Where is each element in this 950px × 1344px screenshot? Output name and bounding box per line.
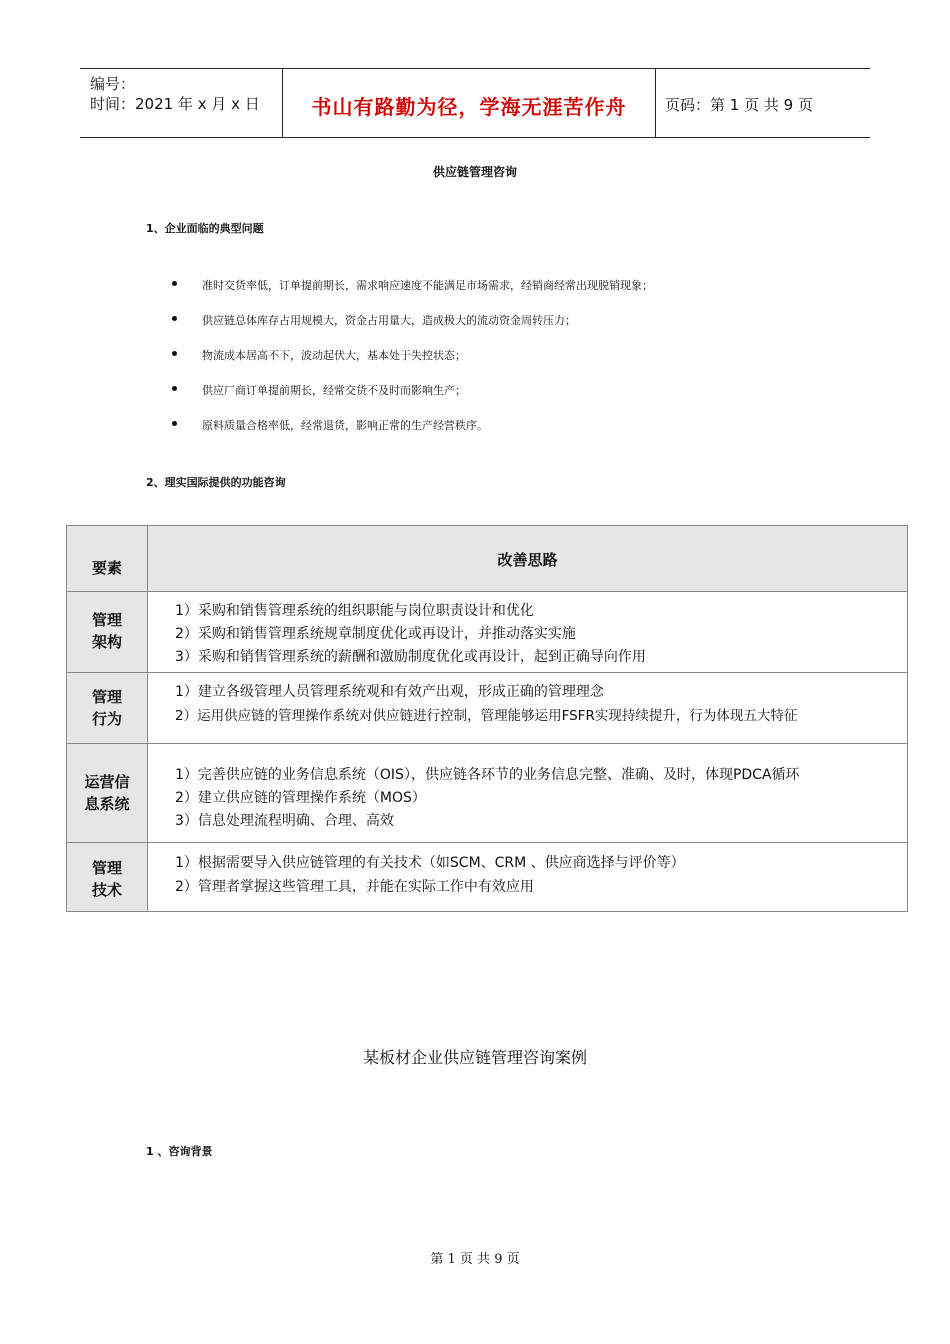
table-key-line: 息系统 bbox=[84, 795, 130, 813]
table-row bbox=[67, 592, 907, 673]
page-number-label: 页码：第 1 页 共 9 页 bbox=[665, 96, 813, 114]
table-value-line: 3）采购和销售管理系统的薪酬和激励制度优化或再设计，起到正确导向作用 bbox=[175, 649, 646, 665]
table-key-cell bbox=[67, 673, 148, 743]
header-motto-cell bbox=[282, 69, 656, 137]
document-title: 供应链管理咨询 bbox=[432, 165, 517, 179]
bullet-icon bbox=[172, 421, 177, 426]
header-meta-cell bbox=[80, 69, 282, 137]
table-key-line: 管理 bbox=[91, 859, 122, 877]
section-heading-problems: 1、企业面临的典型问题 bbox=[146, 222, 264, 235]
table-value-line: 1）建立各级管理人员管理系统观和有效产出观，形成正确的管理理念 bbox=[175, 684, 604, 700]
page-footer: 第 1 页 共 9 页 bbox=[430, 1252, 520, 1267]
list-item-text: 供应厂商订单提前期长，经常交货不及时而影响生产； bbox=[202, 384, 466, 397]
table-key-cell bbox=[67, 843, 148, 911]
table-value-line: 2）管理者掌握这些管理工具，并能在实际工作中有效应用 bbox=[175, 879, 534, 895]
table-key-line: 行为 bbox=[91, 710, 122, 728]
motto-text: 书山有路勤为径，学海无涯苦作舟 bbox=[311, 95, 627, 119]
bullet-icon bbox=[172, 281, 177, 286]
table-value-cell bbox=[148, 744, 907, 842]
table-value-line: 2）采购和销售管理系统规章制度优化或再设计，并推动落实实施 bbox=[175, 626, 576, 642]
table-value-line: 1）采购和销售管理系统的组织职能与岗位职责设计和优化 bbox=[175, 603, 534, 619]
table-key-cell bbox=[67, 744, 148, 842]
table-value-cell bbox=[148, 843, 907, 911]
list-item-text: 物流成本居高不下，波动起伏大，基本处于失控状态； bbox=[202, 349, 466, 362]
list-item-text: 原料质量合格率低，经常退货，影响正常的生产经营秩序。 bbox=[202, 419, 488, 432]
table-key-line: 管理 bbox=[91, 611, 122, 629]
table-key-line: 架构 bbox=[91, 633, 122, 651]
table-header-key: 要素 bbox=[91, 559, 122, 577]
list-item-text: 供应链总体库存占用规模大，资金占用量大，造成极大的流动资金周转压力； bbox=[202, 314, 576, 327]
table-value-line: 2）建立供应链的管理操作系统（MOS） bbox=[175, 790, 426, 806]
section-heading-background: 1 、咨询背景 bbox=[146, 1145, 213, 1158]
page-header bbox=[80, 68, 870, 138]
table-row bbox=[67, 843, 907, 911]
case-study-title: 某板材企业供应链管理咨询案例 bbox=[362, 1048, 587, 1067]
table-header-key-cell bbox=[67, 526, 148, 591]
table-value-line: 1）根据需要导入供应链管理的有关技术（如SCM、CRM 、供应商选择与评价等） bbox=[175, 855, 685, 871]
table-header-value-cell bbox=[148, 526, 907, 591]
header-page-cell bbox=[655, 69, 870, 137]
table-row bbox=[67, 744, 907, 843]
table-header-row bbox=[67, 526, 907, 592]
table-value-line: 3）信息处理流程明确、合理、高效 bbox=[175, 813, 394, 829]
table-value-line: 1）完善供应链的业务信息系统（OIS），供应链各环节的业务信息完整、准确、及时，体现PDCA循环 bbox=[175, 767, 800, 783]
table-value-line: 2）运用供应链的管理操作系统对供应链进行控制，管理能够运用FSFR实现持续提升，行为体现五大特征 bbox=[175, 708, 798, 724]
section-heading-services: 2、理实国际提供的功能咨询 bbox=[146, 476, 286, 489]
table-value-cell bbox=[148, 592, 907, 672]
document-number-label: 编号： bbox=[90, 75, 136, 93]
table-key-line: 运营信 bbox=[84, 773, 130, 791]
table-value-cell bbox=[148, 673, 907, 743]
table-key-cell bbox=[67, 592, 148, 672]
list-item-text: 准时交货率低，订单提前期长，需求响应速度不能满足市场需求，经销商经常出现脱销现象； bbox=[202, 279, 653, 292]
table-header-value: 改善思路 bbox=[497, 551, 558, 569]
bullet-icon bbox=[172, 316, 177, 321]
document-time-label: 时间：2021 年 x 月 x 日 bbox=[90, 95, 260, 113]
bullet-icon bbox=[172, 351, 177, 356]
improvement-table bbox=[66, 525, 908, 912]
bullet-icon bbox=[172, 386, 177, 391]
table-key-line: 技术 bbox=[91, 881, 122, 899]
table-row bbox=[67, 673, 907, 744]
table-key-line: 管理 bbox=[91, 688, 122, 706]
